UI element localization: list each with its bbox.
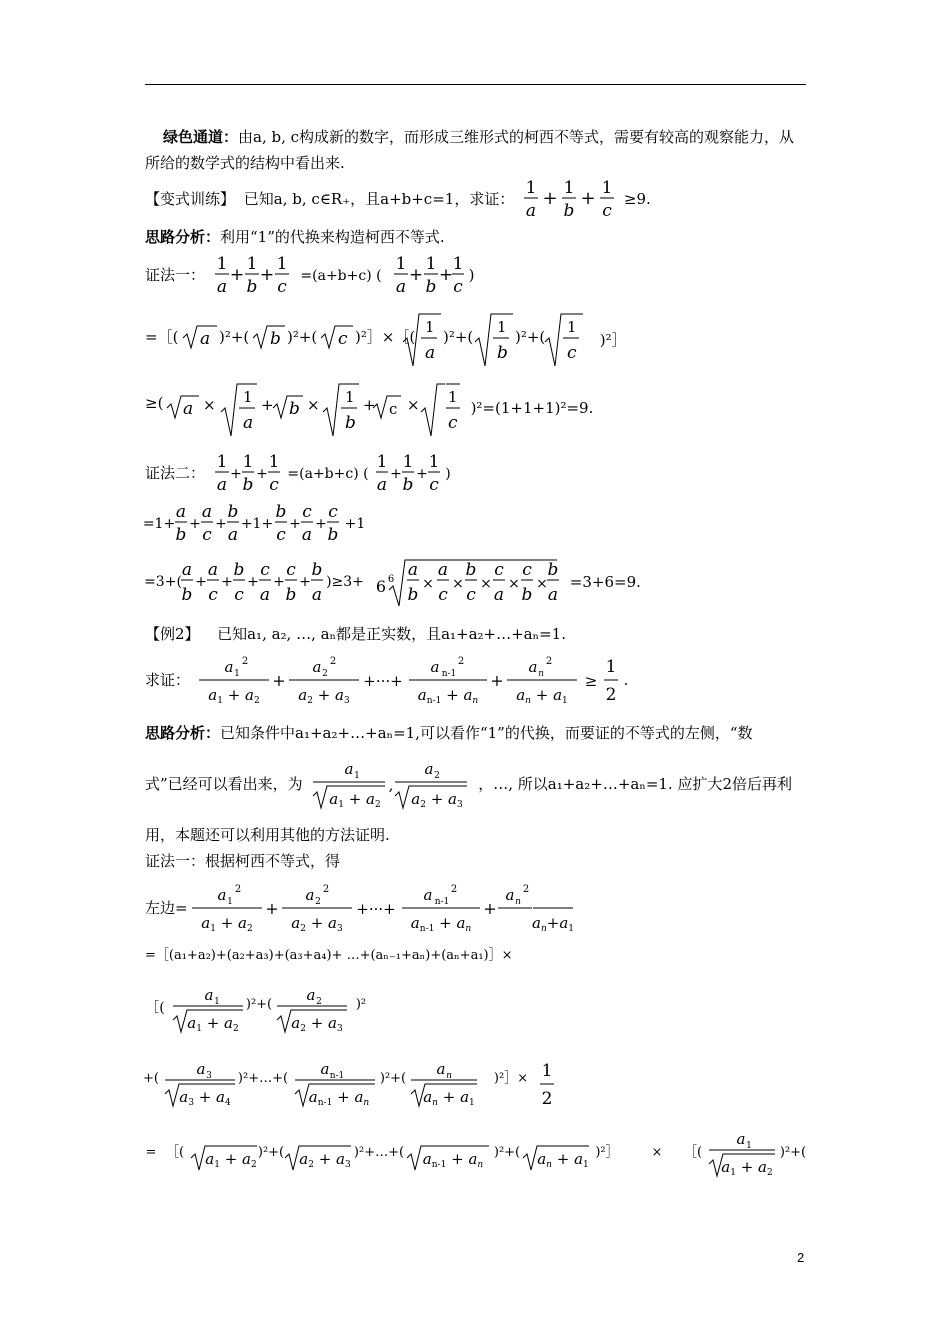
svg-text:a: a	[736, 1130, 746, 1148]
svg-text:2: 2	[451, 884, 458, 895]
svg-text:)²+(: )²+(	[257, 1145, 285, 1160]
example2-label: 【例2】	[145, 625, 200, 643]
svg-text:an-1 + an: $a_{n-1} + a_n$	[417, 686, 478, 706]
svg-text:c: c	[202, 525, 212, 545]
proof3-title: 证法一：根据柯西不等式，得	[145, 852, 341, 870]
proof3-bracket-line1	[145, 984, 385, 1040]
svg-text:1: 1	[242, 452, 254, 472]
svg-text:b: b	[425, 277, 437, 297]
svg-text:a: a	[243, 413, 254, 433]
svg-text:+: +	[272, 671, 286, 690]
proof3-final-line	[145, 1128, 807, 1184]
svg-text:c: c	[447, 413, 458, 433]
proof3-sum-line	[145, 948, 806, 964]
exercise-tail: ≥9.	[623, 190, 651, 208]
proof3-lhs-line	[145, 880, 583, 936]
example2-line	[145, 625, 806, 643]
svg-text:c: c	[602, 201, 612, 221]
svg-text:+: +	[273, 574, 285, 590]
proof1-formula1	[214, 252, 464, 298]
proof1-line2	[145, 312, 631, 368]
proof3-bracket-formula1	[145, 984, 385, 1040]
svg-text:2: 2	[605, 685, 617, 705]
svg-text:c: c	[328, 502, 338, 522]
svg-text:1: 1	[452, 254, 464, 274]
analysis2-text-b-suffix: ，…, 所以a₁+a₂+…+aₙ=1. 应扩大2倍后再利	[478, 775, 793, 793]
svg-text:b: b	[402, 475, 414, 495]
svg-text:1: 1	[402, 452, 414, 472]
svg-text:1: 1	[605, 657, 617, 677]
analysis2-label: 思路分析：	[145, 724, 221, 742]
svg-text:=［(: =［(	[145, 328, 179, 346]
svg-text:b: b	[270, 329, 281, 349]
svg-text:1: 1	[243, 388, 253, 406]
proof1-formula2	[145, 312, 595, 368]
svg-text:c: c	[429, 475, 439, 495]
proof3-lhs-formula-tail	[533, 880, 583, 936]
svg-text:1: 1	[246, 254, 258, 274]
svg-text:a: a	[311, 585, 323, 605]
prove-line	[145, 652, 632, 708]
analysis2-text-b-prefix: 式”已经可以看出来，为	[145, 775, 303, 793]
svg-text:n: n	[446, 1071, 452, 1081]
svg-text:)≥3+: )≥3+	[326, 574, 364, 590]
svg-text:c: c	[453, 277, 463, 297]
svg-text:c: c	[522, 560, 532, 580]
svg-text:b: b	[233, 560, 245, 580]
green-channel-label: 绿色通道：	[163, 128, 239, 146]
svg-text:c: c	[276, 525, 286, 545]
svg-text:c: c	[286, 560, 296, 580]
svg-text:n-1: n-1	[435, 897, 450, 907]
svg-text:a: a	[216, 475, 227, 495]
svg-text:)²+(: )²+(	[779, 1145, 807, 1160]
svg-text:+1+: +1+	[240, 516, 274, 532]
svg-text:c: c	[260, 560, 270, 580]
svg-text:1: 1	[541, 1061, 553, 1081]
svg-text:c: c	[234, 585, 244, 605]
svg-text:+: +	[315, 516, 327, 532]
svg-text:2: 2	[457, 656, 464, 667]
svg-text:an-1 + an: $a_{n-1} + a_n$	[308, 1088, 370, 1108]
svg-text:)²+…+(: )²+…+(	[353, 1145, 405, 1160]
svg-text:a: a	[183, 399, 194, 419]
svg-text:+: +	[580, 188, 596, 209]
proof1-line2-close: )²］	[599, 331, 627, 349]
svg-text:a: a	[344, 760, 354, 778]
svg-text:+: +	[261, 396, 274, 414]
svg-text:a: a	[200, 329, 211, 349]
svg-text:+: +	[415, 466, 428, 482]
svg-text:+: +	[438, 265, 453, 285]
svg-text:)²+…+(: )²+…+(	[237, 1071, 289, 1086]
svg-text:a1 + a2: $a_1 + a_2$	[205, 1150, 257, 1170]
svg-text:a2 + a3: $a_2 + a_3$	[291, 914, 344, 934]
svg-text:c: c	[302, 502, 312, 522]
svg-text:+: +	[221, 574, 233, 590]
svg-text:a2 + a3: $a_2 + a_3$	[299, 1150, 351, 1170]
svg-text:×: ×	[307, 396, 320, 414]
svg-text:a: a	[175, 502, 187, 522]
svg-text:1: 1	[428, 452, 440, 472]
svg-text:a3 + a4: $a_3 + a_4$	[179, 1088, 231, 1108]
svg-text:)²: )²	[355, 997, 367, 1012]
svg-text:+: +	[229, 466, 242, 482]
svg-text:+: +	[289, 516, 301, 532]
svg-text:1: 1	[268, 452, 280, 472]
analysis2-line3	[145, 826, 806, 844]
exercise-text: 已知a, b, c∈R₊，且a+b+c=1，求证：	[243, 190, 515, 208]
svg-text:+: +	[408, 265, 423, 285]
svg-text:+: +	[389, 466, 402, 482]
svg-text:a1 + a2: $a_1 + a_2$	[329, 790, 382, 810]
svg-text:c: c	[389, 400, 398, 418]
svg-text:≥(: ≥(	[145, 394, 164, 412]
proof3-title-line	[145, 852, 806, 870]
svg-text:b: b	[181, 585, 193, 605]
svg-text:×: ×	[508, 576, 520, 592]
svg-text:×: ×	[452, 576, 464, 592]
analysis1-label: 思路分析：	[145, 228, 221, 246]
svg-text:b: b	[289, 399, 300, 419]
svg-text:2: 2	[541, 1089, 553, 1109]
svg-text:1: 1	[563, 178, 575, 198]
svg-text:n-1: n-1	[441, 669, 457, 679]
svg-text:a: a	[204, 986, 214, 1004]
svg-text:+: +	[247, 574, 259, 590]
svg-text:+: +	[215, 516, 227, 532]
svg-text:b: b	[563, 201, 575, 221]
svg-text:6: 6	[387, 574, 395, 585]
svg-text:)²+(: )²+(	[515, 328, 546, 346]
svg-text:n: n	[515, 897, 522, 907]
svg-text:a: a	[407, 560, 419, 580]
proof2-formula1	[214, 450, 454, 496]
svg-text:)²］×［(: )²］×［(	[355, 328, 416, 346]
proof3-lhs-prefix: 左边=	[145, 899, 188, 917]
svg-text:b: b	[227, 502, 239, 522]
svg-text:b: b	[465, 560, 477, 580]
svg-text:+: +	[189, 516, 201, 532]
svg-text:6: 6	[375, 577, 387, 596]
svg-text:)²+(: )²+(	[493, 1145, 521, 1160]
svg-text:a: a	[493, 585, 505, 605]
svg-text:=(a+b+c) (: =(a+b+c) (	[300, 268, 382, 284]
svg-text:1: 1	[345, 388, 355, 406]
example2-text: 已知a₁, a₂, …, aₙ都是正实数，且a₁+a₂+…+aₙ=1.	[217, 625, 566, 643]
green-channel-paragraph	[145, 124, 806, 176]
proof1-formula3	[145, 378, 445, 438]
svg-text:1: 1	[214, 997, 220, 1007]
svg-text:c: c	[567, 343, 577, 363]
svg-text:a: a	[196, 1060, 206, 1078]
svg-text:+···+: +···+	[356, 900, 397, 918]
svg-text:1: 1	[276, 254, 288, 274]
proof1-line1	[145, 252, 478, 298]
proof2-prefix: 证法二：	[145, 464, 206, 482]
svg-text:+: +	[255, 466, 268, 482]
svg-text:1: 1	[425, 318, 435, 336]
analysis2-line2	[145, 756, 796, 812]
svg-text:［(: ［(	[145, 1000, 165, 1016]
svg-text:)²+(: )²+(	[287, 328, 318, 346]
svg-text:a1 + a2: $a_1 + a_2$	[721, 1158, 773, 1178]
svg-text:an + a1: $a_n + a_1$	[537, 1150, 589, 1170]
svg-text:a2 + a3: $a_2 + a_3$	[291, 1014, 343, 1034]
svg-text:a: a	[526, 201, 537, 221]
svg-text:≥: ≥	[584, 672, 598, 690]
analysis1-line	[145, 228, 806, 246]
svg-text:,: ,	[389, 776, 394, 794]
svg-text:an+a1: $a_n+a_1$	[532, 914, 575, 934]
svg-text:1: 1	[354, 771, 361, 781]
svg-text:b: b	[311, 560, 323, 580]
svg-text:+: +	[490, 671, 504, 690]
prove-period: .	[623, 671, 629, 689]
svg-text:+: +	[259, 265, 274, 285]
svg-text:=: =	[145, 1145, 157, 1160]
svg-text:c: c	[208, 585, 218, 605]
svg-text:+1: +1	[344, 516, 366, 532]
svg-text:3: 3	[206, 1071, 212, 1081]
svg-text:a: a	[207, 560, 219, 580]
svg-text:+: +	[195, 574, 207, 590]
svg-text:c: c	[494, 560, 504, 580]
svg-text:a: a	[505, 886, 515, 904]
svg-text:an + a1: $a_n + a_1$	[423, 1088, 475, 1108]
svg-text:b: b	[285, 585, 297, 605]
proof1-prefix: 证法一：	[145, 266, 206, 284]
svg-text:n-1: n-1	[329, 1071, 345, 1081]
svg-text:+: +	[299, 574, 311, 590]
svg-text:1: 1	[567, 318, 577, 336]
proof2-line2	[142, 500, 375, 548]
proof3-bracket-line2	[145, 1058, 565, 1114]
analysis2-formula	[311, 756, 473, 812]
svg-text:1: 1	[746, 1141, 752, 1151]
svg-text:+: +	[363, 396, 376, 414]
svg-text:a2 + a3: $a_2 + a_3$	[298, 686, 350, 706]
svg-text:1: 1	[395, 254, 407, 274]
svg-text:a: a	[528, 658, 538, 676]
svg-text:an-1 + an: $a_{n-1} + a_n$	[411, 914, 472, 934]
svg-text:c: c	[338, 329, 348, 349]
analysis2-line1	[145, 724, 806, 742]
svg-text:×: ×	[480, 576, 492, 592]
svg-text:a: a	[312, 658, 322, 676]
svg-text:+: +	[265, 899, 280, 918]
svg-text:a: a	[547, 585, 559, 605]
svg-text:a: a	[395, 277, 406, 297]
paren-close: )	[468, 266, 475, 284]
svg-text:b: b	[547, 560, 559, 580]
svg-text:a: a	[376, 475, 387, 495]
svg-text:b: b	[497, 343, 508, 363]
svg-text:a: a	[320, 1060, 330, 1078]
svg-text:2: 2	[321, 669, 328, 679]
svg-text:+···+: +···+	[363, 672, 403, 690]
svg-text:a: a	[306, 986, 316, 1004]
svg-text:)²+(: )²+(	[379, 1071, 407, 1086]
svg-text:1: 1	[376, 452, 388, 472]
svg-text:2: 2	[329, 656, 336, 667]
svg-text:1: 1	[601, 178, 613, 198]
svg-text:1: 1	[233, 669, 240, 679]
svg-text:2: 2	[523, 884, 530, 895]
proof2-line1	[145, 450, 454, 496]
svg-text:c: c	[466, 585, 476, 605]
svg-text:): )	[445, 466, 451, 482]
exercise-line	[145, 176, 655, 222]
proof2-line3-tail: =3+6=9.	[569, 573, 641, 591]
svg-text:a: a	[217, 886, 227, 904]
svg-text:2: 2	[235, 884, 242, 895]
svg-text:b: b	[275, 502, 287, 522]
svg-text:2: 2	[316, 997, 322, 1007]
svg-text:a: a	[437, 560, 449, 580]
svg-text:a: a	[259, 585, 271, 605]
svg-text:a: a	[430, 658, 440, 676]
svg-text:+: +	[483, 899, 498, 918]
svg-text:［(: ［(	[165, 1145, 185, 1160]
proof1-formula3b	[446, 378, 466, 438]
svg-text:a1 + a2: $a_1 + a_2$	[201, 914, 254, 934]
proof3-lhs-formula	[192, 880, 532, 936]
exercise-formula	[523, 176, 619, 222]
svg-text:an + a1: $a_n + a_1$	[516, 686, 568, 706]
proof3-final-formula	[145, 1128, 807, 1184]
header-rule	[145, 84, 806, 85]
proof1-line3-tail: )²=(1+1+1)²=9.	[470, 399, 594, 417]
svg-text:a: a	[227, 525, 239, 545]
svg-text:a2 + a3: $a_2 + a_3$	[411, 790, 464, 810]
svg-text:an-1 + an: $a_{n-1} + a_n$	[422, 1150, 484, 1170]
svg-text:)²+(: )²+(	[245, 997, 273, 1012]
svg-text:a: a	[436, 1060, 446, 1078]
svg-text:c: c	[269, 475, 279, 495]
svg-text:2: 2	[241, 656, 248, 667]
svg-text:a: a	[301, 525, 313, 545]
svg-text:2: 2	[315, 897, 322, 907]
analysis1-text: 利用“1”的代换来构造柯西不等式.	[220, 228, 445, 246]
proof3-sum: =［(a₁+a₂)+(a₂+a₃)+(a₃+a₄)+ …+(aₙ₋₁+aₙ)+(aₙ+a₁)］×	[145, 948, 513, 963]
svg-text:1: 1	[216, 452, 228, 472]
svg-text:)²］: )²］	[595, 1145, 619, 1160]
svg-text:1: 1	[425, 254, 437, 274]
svg-text:［(: ［(	[683, 1145, 703, 1160]
svg-text:=1+: =1+	[142, 516, 176, 532]
analysis2-text-a: 已知条件中a₁+a₂+…+aₙ=1,可以看作“1”的代换，而要证的不等式的左侧，“数	[220, 724, 753, 742]
svg-text:1: 1	[216, 254, 228, 274]
svg-text:+: +	[229, 265, 244, 285]
svg-text:1: 1	[525, 178, 537, 198]
svg-text:=3+(: =3+(	[144, 574, 182, 590]
svg-text:×: ×	[422, 576, 434, 592]
svg-text:b: b	[345, 413, 356, 433]
svg-text:a: a	[224, 658, 234, 676]
svg-text:b: b	[242, 475, 254, 495]
svg-text:2: 2	[545, 656, 552, 667]
exercise-label: 【变式训练】	[145, 190, 236, 208]
svg-text:n: n	[537, 669, 544, 679]
svg-text:=(a+b+c) (: =(a+b+c) (	[287, 466, 369, 482]
svg-text:a: a	[423, 886, 433, 904]
svg-text:1: 1	[447, 388, 458, 406]
proof2-formula2	[142, 500, 375, 548]
svg-text:b: b	[521, 585, 533, 605]
svg-text:b: b	[407, 585, 419, 605]
svg-text:b: b	[327, 525, 339, 545]
page-number: 2	[797, 1250, 805, 1265]
svg-text:+(: +(	[143, 1071, 159, 1086]
prove-formula	[199, 652, 619, 708]
svg-text:a: a	[201, 502, 213, 522]
svg-text:a: a	[425, 343, 436, 363]
svg-text:b: b	[175, 525, 187, 545]
svg-text:)²+(: )²+(	[443, 328, 474, 346]
svg-text:×: ×	[407, 396, 420, 414]
svg-text:a: a	[181, 560, 193, 580]
svg-text:1: 1	[497, 318, 507, 336]
svg-text:a: a	[216, 277, 227, 297]
svg-text:c: c	[438, 585, 448, 605]
svg-text:)²+(: )²+(	[219, 328, 250, 346]
svg-text:a1 + a2: $a_1 + a_2$	[208, 686, 260, 706]
green-channel-text: 由a, b, c构成新的数字，而形成三维形式的柯西不等式，需要有较高的观察能力，从所给的数学式的结构中看出来.	[145, 128, 795, 172]
svg-text:a1 + a2: $a_1 + a_2$	[187, 1014, 239, 1034]
proof1-line3	[145, 378, 597, 438]
svg-text:c: c	[277, 277, 287, 297]
analysis2-text-c: 用，本题还可以利用其他的方法证明.	[145, 826, 390, 844]
svg-text:+: +	[542, 188, 558, 209]
svg-text:2: 2	[323, 884, 330, 895]
prove-prefix: 求证：	[145, 671, 191, 689]
svg-text:×: ×	[203, 396, 216, 414]
proof2-line3	[145, 556, 645, 608]
svg-text:a: a	[305, 886, 315, 904]
svg-text:1: 1	[227, 897, 234, 907]
svg-text:×: ×	[651, 1145, 663, 1160]
svg-text:2: 2	[434, 771, 441, 781]
proof3-bracket-formula2	[145, 1058, 565, 1114]
svg-text:a: a	[424, 760, 434, 778]
svg-text:×: ×	[536, 576, 548, 592]
svg-text:b: b	[246, 277, 258, 297]
svg-text:)²］×: )²］×	[493, 1071, 529, 1086]
